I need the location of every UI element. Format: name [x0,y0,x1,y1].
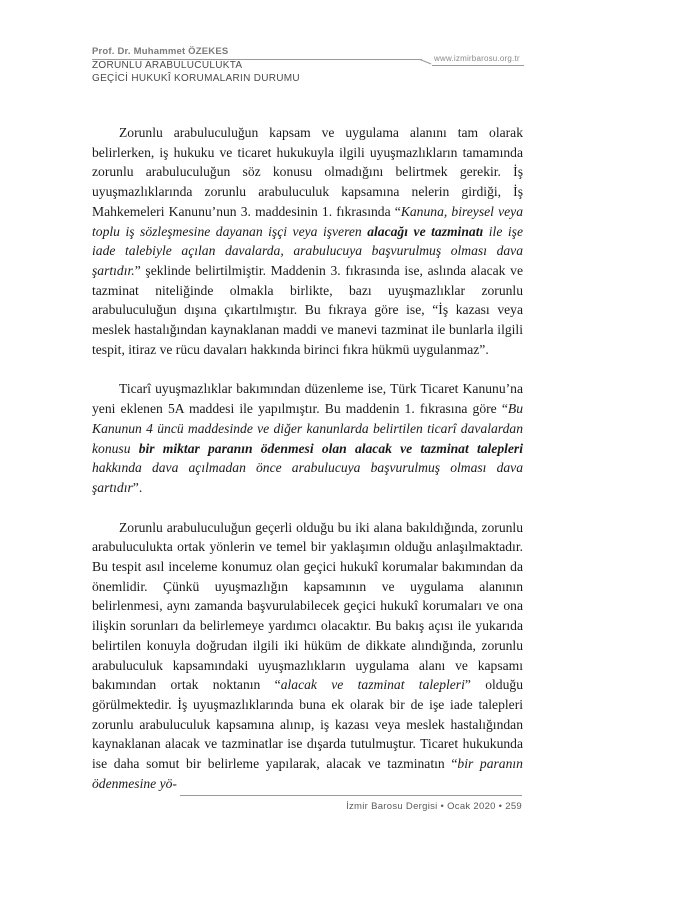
article-title-line-1: ZORUNLU ARABULUCULUKTA [92,60,243,71]
paragraph-1 [92,123,523,359]
article-title-line-2: GEÇİCİ HUKUKÎ KORUMALARIN DURUMU [92,72,300,84]
text-run: ” olduğu görülmektedir. İş uyuşmazlıklarında buna ek olarak bir de işe iade talepleri zorunlu arabuluculuk kapsamına alınıp, iş kazası veya meslek hastalığından kaynaklanan alacak ve tazminatlar ise dışarda tutulmuştur. Ticaret hukukunda ise daha somut bir belirleme yapılarak, alacak ve tazminatın “ [92,677,523,772]
quote-italic: bir paranın ödenmesine yö- [92,756,523,791]
quote-italic: ile işe iade talebiyle açılan davalarda, arabulucuya başvurulmuş olması dava şartıdır. [92,223,523,278]
website-url: www.izmirbarosu.org.tr [434,54,520,63]
text-run: ”. [132,479,143,495]
text-run: Ticarî uyuşmazlıklar bakımından düzenleme ise, Türk Ticaret Kanunu’na yeni eklenen 5A maddesi ile yapılmıştır. Bu maddenin 1. fıkrasına göre “ [92,381,523,417]
quote-italic: hakkında dava açılmadan önce arabulucuya başvurulmuş olması dava şartıdır [92,460,523,495]
quote-italic: alacak ve tazminat talepleri [280,677,465,693]
paragraph-2 [92,379,523,497]
text-run: Zorunlu arabuluculuğun geçerli olduğu bu iki alana bakıldığında, zorunlu arabuluculukta ortak yönlerin ve temel bir yaklaşımın olduğu anlaşılmaktadır. Bu tespit asıl inceleme konumuz olan geçici hukukî korumalar bakımından da önemlidir. Çünkü uyuşmazlığın kapsamının ve uygulama alanının belirlenmesi, aynı zamanda başvurulabilecek geçici hukukî korumaları ve ona ilişkin sorunları da belirlemeye yardımcı olacaktır. Bu bakış açısı ile yukarıda belirtilen konuyla doğrudan ilgili iki hüküm de dikkate alındığında, zorunlu arabuluculuk kapsamındaki uyuşmazlıkların uygulama alanı ve kapsamı bakımından ortak noktanın “ [92,519,523,693]
quote-italic: Kanuna, bireysel veya toplu iş sözleşmesine dayanan işçi veya işveren [92,203,523,239]
text-run: ” şeklinde belirtilmiştir. Maddenin 3. fıkrasında ise, aslında alacak ve tazminat niteliğinde olmakla birlikte, bazı uyuşmazlıklar zorunlu arabuluculuğun dışına çıkartılmıştır. Bu fıkraya göre ise, “İş kazası veya meslek hastalığından kaynaklanan maddi ve manevi tazminat ile bunlarla ilgili tespit, itiraz ve rücu davaları hakkında birinci fıkra hükmü uygulanmaz”. [92,262,523,357]
website-rule [432,65,524,66]
paragraph-3 [92,518,523,794]
quote-italic: Bu Kanunun 4 üncü maddesinde ve diğer kanunlarda belirtilen ticarî davalardan konusu [92,401,523,456]
quote-bold-italic: alacağı ve tazminatı [367,223,484,239]
quote-bold-italic: bir miktar paranın ödenmesi olan alacak ve tazminat talepleri [138,440,523,456]
text-run: Zorunlu arabuluculuğun kapsam ve uygulama alanını tam olarak belirlerken, iş hukuku ve ticaret hukukuyla ilgili uyuşmazlıkların tamamında zorunlu arabuluculuğun söz konusu olmadığını belirtmek gerekir. İş uyuşmazlıklarında zorunlu arabuluculuk kapsamına nelerin girdiği, İş Mahkemeleri Kanunu’nun 3. maddesinin 1. fıkrasında “ [92,125,523,219]
author-name: Prof. Dr. Muhammet ÖZEKES [92,46,229,57]
page-footer: İzmir Barosu Dergisi • Ocak 2020 • 259 [346,801,522,812]
header-rule [92,59,422,60]
footer-rule [180,795,522,796]
body-text [92,123,523,814]
